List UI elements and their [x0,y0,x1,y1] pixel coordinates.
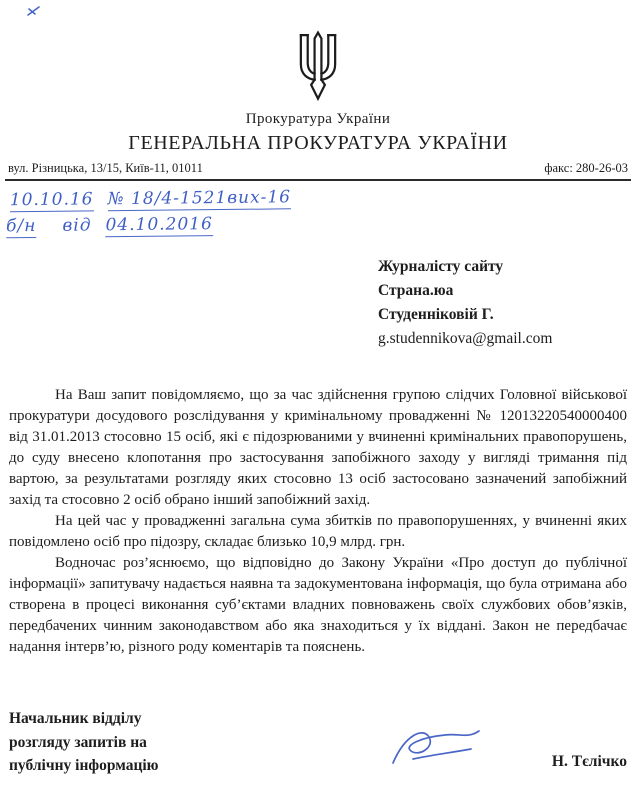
bn-mark-handwritten: б/н [6,215,37,237]
recipient-block [378,255,636,351]
handwritten-registration-block [4,184,636,243]
scan-ink-mark [26,5,42,17]
recipient-role: Журналісту сайту [378,258,504,275]
paragraph-3: Водночас роз’яснюємо, що відповідно до Закону України «Про доступ до публічної інформації» запитувачу надається наявна та задокументована інформація, що була отримана або створена в процесі виконання суб’єктами владних повноважень своїх службових обов’язків, передбачених чинним законодавством або яка знаходиться у їх віддані. Закон не передбачає надання інтерв’ю, різного роду коментарів та пояснень. [9,555,627,656]
signer-title [9,707,159,777]
paragraph-2: На цей час у провадженні загальна сума збитків по правопорушеннях, у вчиненні яких повідомлено осіб про підозру, складає близько 10,9 млрд. грн. [9,513,627,551]
handwritten-signature [383,721,487,773]
recipient-site: Страна.юа [378,282,454,300]
sent-date-handwritten: 04.10.2016 [105,214,213,236]
letter-body [9,385,627,658]
paragraph-1: На Ваш запит повідомляємо, що за час здійснення групою слідчих Головної військової прокуратури досудового розслідування у кримінальному провадженні № 12013220540000400 від 31.01.2013 стосовно 15 осіб, які є підозрюваними у вчиненні кримінальних правопорушень, до суду внесено клопотання про застосування запобіжного заходу у вигляді тримання під вартою, за результатами розгляду яких стосовно 13 осіб застосовано зазначений запобіжний захід та стосовно 2 осіб обрано інший запобіжний захід. [9,387,627,509]
recipient-name: Студенніковій Г. [378,306,494,324]
signer-title-line2: розгляду запитів на [9,733,147,751]
registration-line-1 [10,187,291,210]
registration-line-2 [6,214,213,236]
tryzub-coat-of-arms-icon [292,30,344,102]
org-name-heading: ГЕНЕРАЛЬНА ПРОКУРАТУРА УКРАЇНИ [128,132,508,154]
fax-number: факс: 280-26-03 [544,161,628,175]
letterhead [0,0,636,155]
letterhead-divider [5,179,631,181]
signer-title-line1: Начальник відділу [9,710,142,728]
vid-label-handwritten: від [62,215,92,236]
outgoing-number-handwritten: № 18/4-1521вих-16 [107,187,292,210]
signer-name: Н. Тєлічко [551,753,627,770]
street-address: вул. Різницька, 13/15, Київ-11, 01011 [8,161,203,175]
signature-block [9,707,627,777]
address-row [0,155,636,179]
received-date-handwritten: 10.10.16 [9,189,94,211]
org-name-small: Прокуратура України [245,111,391,127]
recipient-email: g.studennikova@gmail.com [378,330,553,348]
signer-title-line3: публічну інформацію [9,756,159,774]
